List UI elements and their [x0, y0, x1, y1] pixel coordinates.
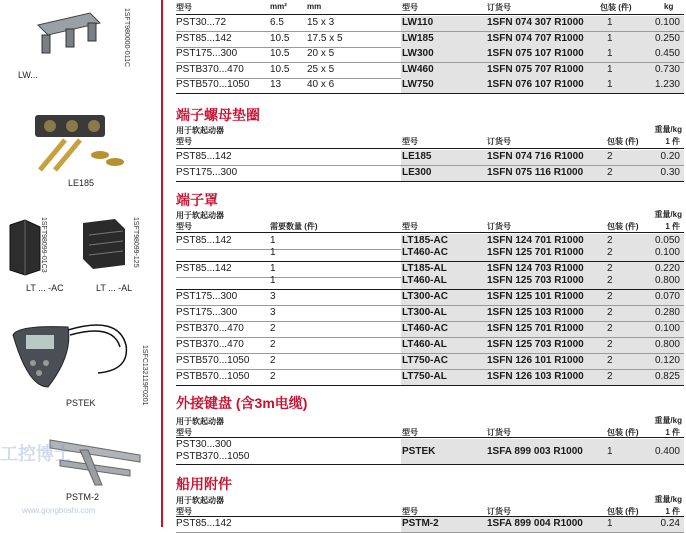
- cell-type: LT460-AL: [402, 339, 447, 350]
- cell-model: PST30...72: [176, 17, 227, 28]
- cell-order: 1SFN 075 107 R1000: [487, 48, 584, 59]
- header-type: 型号: [402, 137, 418, 146]
- cell-weight: 0.24: [660, 518, 680, 529]
- cell-model: PST85...142: [176, 32, 232, 44]
- cell-order: 1SFN 074 707 R1000: [487, 32, 584, 44]
- cell-mm: 17.5 x 5: [307, 32, 343, 44]
- cell-type: LW110: [402, 17, 434, 28]
- lw-busbar-image: [30, 5, 105, 60]
- header-weight-unit: 1 件: [665, 428, 680, 437]
- cell-pack: 2: [607, 247, 613, 258]
- cell-type: LW750: [402, 79, 434, 90]
- cell-order: 1SFN 124 703 R1000: [487, 263, 584, 274]
- section2-row: [176, 166, 684, 181]
- cell-type: LT300-AC: [402, 291, 448, 302]
- pstek-code: 1SFC132119F0201: [141, 345, 148, 406]
- cell-qty: 1: [270, 247, 276, 258]
- cell-type: LW300: [402, 48, 434, 59]
- cell-pack: 1: [607, 17, 613, 28]
- cell-type: LW185: [402, 32, 434, 44]
- cell-order: 1SFN 125 701 R1000: [487, 247, 584, 258]
- pstek-label: PSTEK: [66, 398, 96, 408]
- cell-mm2: 10.5: [270, 63, 290, 75]
- cell-mm2: 6.5: [270, 17, 284, 28]
- header-type: 型号: [402, 428, 418, 437]
- cell-type: LT300-AL: [402, 307, 447, 318]
- cell-qty: 2: [270, 323, 276, 334]
- lt-cover-image: [5, 215, 135, 280]
- cell-pack: 1: [607, 518, 613, 529]
- cell-order: 1SFN 074 716 R1000: [487, 151, 584, 162]
- cell-weight: 0.280: [654, 307, 680, 318]
- cell-pack: 1: [607, 48, 613, 59]
- header-soft-starter: 用于软起动器: [176, 496, 224, 505]
- s3-header-line: [176, 232, 684, 233]
- row-divider: [176, 93, 684, 94]
- cell-type: PSTEK: [402, 446, 436, 457]
- section4-title: 外接键盘 (含3m电缆): [176, 395, 308, 411]
- cell-weight: 0.250: [654, 32, 680, 44]
- cell-mm: 20 x 5: [307, 48, 335, 59]
- cell-weight: 0.730: [654, 63, 680, 75]
- cell-model: PSTB370...470: [176, 63, 244, 75]
- le185-nut-image: [20, 110, 130, 175]
- header-weight: 重量/kg: [654, 210, 682, 219]
- cell-weight: 0.050: [654, 235, 680, 246]
- cell-pack: 2: [607, 263, 613, 274]
- header-pack: 包装 (件): [607, 137, 639, 146]
- t1-header-mm: mm: [307, 2, 322, 11]
- cell-weight: 0.450: [654, 48, 680, 59]
- cell-order: 1SFN 126 101 R1000: [487, 355, 584, 366]
- t1-header-order: 订货号: [487, 3, 511, 12]
- section3-row: [176, 290, 684, 305]
- section2-row: [176, 150, 684, 165]
- cell-pack: 1: [607, 446, 613, 457]
- cell-mm2: 10.5: [270, 32, 290, 44]
- cell-pack: 2: [607, 355, 613, 366]
- t1-header-model: 型号: [176, 3, 192, 12]
- header-weight-unit: 1 件: [665, 222, 680, 231]
- cell-order: 1SFN 125 103 R1000: [487, 307, 584, 318]
- cell-qty: 2: [270, 339, 276, 350]
- cell-model: PSTB570...1050: [176, 355, 250, 366]
- cell-order: 1SFN 125 703 R1000: [487, 339, 584, 350]
- section5-title: 船用附件: [176, 476, 232, 492]
- table1-row: [176, 47, 684, 62]
- le185-label: LE185: [68, 178, 95, 188]
- cell-model: PST85...142: [176, 518, 232, 529]
- cell-mm2: 13: [270, 79, 282, 90]
- cell-pack: 2: [607, 339, 613, 350]
- t1-header-mm2: mm²: [270, 2, 287, 11]
- lw-label: LW...: [18, 70, 38, 80]
- cell-qty: 1: [270, 263, 276, 274]
- cell-weight: 0.220: [654, 263, 680, 274]
- cell-model: PST85...142: [176, 235, 232, 246]
- red-divider: [161, 0, 163, 527]
- header-model: 型号: [176, 507, 192, 516]
- header-weight: 重量/kg: [654, 416, 682, 425]
- cell-pack: 2: [607, 323, 613, 334]
- header-qty: 需要数量 (件): [270, 222, 318, 231]
- cell-order: 1SFN 075 116 R1000: [487, 167, 584, 178]
- header-model: 型号: [176, 222, 192, 231]
- header-model: 型号: [176, 137, 192, 146]
- cell-qty: 2: [270, 371, 276, 382]
- section3-row: [176, 246, 684, 261]
- section3-title: 端子罩: [176, 192, 218, 208]
- cell-order: 1SFN 076 107 R1000: [487, 79, 584, 90]
- cell-weight: 0.100: [654, 17, 680, 28]
- cell-qty: 3: [270, 291, 276, 302]
- header-type: 型号: [402, 507, 418, 516]
- cell-order: 1SFN 125 101 R1000: [487, 291, 584, 302]
- s4-header-line: [176, 437, 684, 438]
- cell-model: PSTB370...470: [176, 339, 244, 350]
- cell-mm: 40 x 6: [307, 79, 335, 90]
- lw-code: 1SFT980000-011C: [123, 8, 130, 68]
- cell-order: 1SFN 125 701 R1000: [487, 323, 584, 334]
- header-type: 型号: [402, 222, 418, 231]
- cell-weight: 0.100: [654, 247, 680, 258]
- cell-model: PST175...300: [176, 167, 238, 178]
- table1-row: [176, 32, 684, 47]
- cell-pack: 1: [607, 63, 613, 75]
- cell-type: PSTM-2: [402, 518, 439, 529]
- cell-pack: 2: [607, 235, 613, 246]
- lt-code-1: 1SFT98099-01C3: [40, 217, 47, 273]
- cell-model: PSTB370...470: [176, 323, 244, 334]
- cell-pack: 2: [607, 371, 613, 382]
- cell-pack: 1: [607, 32, 613, 44]
- header-pack: 包装 (件): [607, 507, 639, 516]
- section3-row: [176, 274, 684, 289]
- lt-code-2: 1SFT98099-125: [132, 217, 139, 268]
- row-divider: [176, 385, 684, 386]
- section3-row: [176, 322, 684, 337]
- pstm2-label: PSTM-2: [66, 492, 100, 502]
- section2-title: 端子螺母垫圈: [176, 107, 260, 123]
- t1-header-type: 型号: [402, 3, 418, 12]
- header-weight-unit: 1 件: [665, 507, 680, 516]
- cell-order: 1SFA 899 004 R1000: [487, 518, 583, 529]
- cell-pack: 1: [607, 79, 613, 90]
- cell-order: 1SFN 075 707 R1000: [487, 63, 584, 75]
- cell-type: LT185-AL: [402, 263, 447, 274]
- cell-weight: 0.20: [660, 151, 680, 162]
- cell-order: 1SFN 125 703 R1000: [487, 275, 584, 286]
- cell-qty: 2: [270, 355, 276, 366]
- lt-al-label: LT ... -AL: [96, 283, 133, 293]
- cell-model-1: PST30...300: [176, 439, 232, 450]
- section3-row: [176, 370, 684, 385]
- table1-row: [176, 16, 684, 31]
- section3-row: [176, 338, 684, 353]
- cell-weight: 0.30: [660, 167, 680, 178]
- cell-model: PST175...300: [176, 307, 238, 318]
- cell-model: PST175...300: [176, 48, 238, 59]
- t1-header-line: [176, 14, 684, 15]
- header-weight: 重量/kg: [654, 125, 682, 134]
- section3-row: [176, 306, 684, 321]
- cell-type: LW460: [402, 63, 434, 75]
- cell-weight: 0.070: [654, 291, 680, 302]
- cell-type: LT460-AC: [402, 247, 448, 258]
- cell-order: 1SFA 899 003 R1000: [487, 446, 583, 457]
- header-soft-starter: 用于软起动器: [176, 211, 224, 220]
- cell-model: PSTB570...1050: [176, 371, 250, 382]
- header-order: 订货号: [487, 222, 511, 231]
- cell-weight: 0.825: [654, 371, 680, 382]
- header-model: 型号: [176, 428, 192, 437]
- cell-weight: 0.100: [654, 323, 680, 334]
- cell-pack: 2: [607, 291, 613, 302]
- header-soft-starter: 用于软起动器: [176, 126, 224, 135]
- cell-model: PST175...300: [176, 291, 238, 302]
- table1-row: [176, 78, 684, 93]
- cell-order: 1SFN 124 701 R1000: [487, 235, 584, 246]
- s4-row-line: [176, 464, 684, 465]
- header-order: 订货号: [487, 507, 511, 516]
- cell-weight: 0.800: [654, 339, 680, 350]
- cell-qty: 1: [270, 235, 276, 246]
- cell-qty: 1: [270, 275, 276, 286]
- lt-ac-label: LT ... -AC: [26, 283, 64, 293]
- header-weight-unit: 1 件: [665, 137, 680, 146]
- cell-model-2: PSTB370...1050: [176, 451, 250, 462]
- cell-weight: 0.800: [654, 275, 680, 286]
- cell-type: LE300: [402, 167, 432, 178]
- image-column: [0, 0, 160, 527]
- pstek-keypad-image: [8, 315, 133, 390]
- cell-pack: 2: [607, 167, 613, 178]
- cell-type: LT750-AL: [402, 371, 447, 382]
- cell-qty: 3: [270, 307, 276, 318]
- cell-type: LT185-AC: [402, 235, 448, 246]
- cell-mm: 15 x 3: [307, 17, 335, 28]
- header-order: 订货号: [487, 428, 511, 437]
- header-pack: 包装 (件): [607, 222, 639, 231]
- header-pack: 包装 (件): [607, 428, 639, 437]
- section3-row: [176, 354, 684, 369]
- cell-pack: 2: [607, 307, 613, 318]
- watermark-url: www.gongboshi.com: [22, 506, 96, 515]
- cell-weight: 0.120: [654, 355, 680, 366]
- cell-model: PST85...142: [176, 263, 232, 274]
- cell-type: LT750-AC: [402, 355, 448, 366]
- cell-order: 1SFN 126 103 R1000: [487, 371, 584, 382]
- cell-order: 1SFN 074 307 R1000: [487, 17, 584, 28]
- header-soft-starter: 用于软起动器: [176, 417, 224, 426]
- header-weight: 重量/kg: [654, 495, 682, 504]
- t1-header-pack: 包装 (件): [600, 3, 632, 12]
- cell-mm: 25 x 5: [307, 63, 335, 75]
- cell-mm2: 10.5: [270, 48, 290, 59]
- section5-row: [176, 517, 684, 532]
- cell-weight: 0.400: [654, 446, 680, 457]
- cell-type: LT460-AL: [402, 275, 447, 286]
- watermark: 工控博士: [0, 444, 72, 464]
- cell-type: LT460-AC: [402, 323, 448, 334]
- cell-type: LE185: [402, 151, 432, 162]
- cell-model: PST85...142: [176, 151, 232, 162]
- cell-pack: 2: [607, 151, 613, 162]
- table1-row: [176, 63, 684, 78]
- cell-pack: 2: [607, 275, 613, 286]
- cell-weight: 1.230: [654, 79, 680, 90]
- cell-model: PSTB570...1050: [176, 79, 250, 90]
- row-divider: [176, 181, 684, 182]
- t1-header-weight: kg: [664, 2, 674, 11]
- header-order: 订货号: [487, 137, 511, 146]
- s2-header-line: [176, 148, 684, 149]
